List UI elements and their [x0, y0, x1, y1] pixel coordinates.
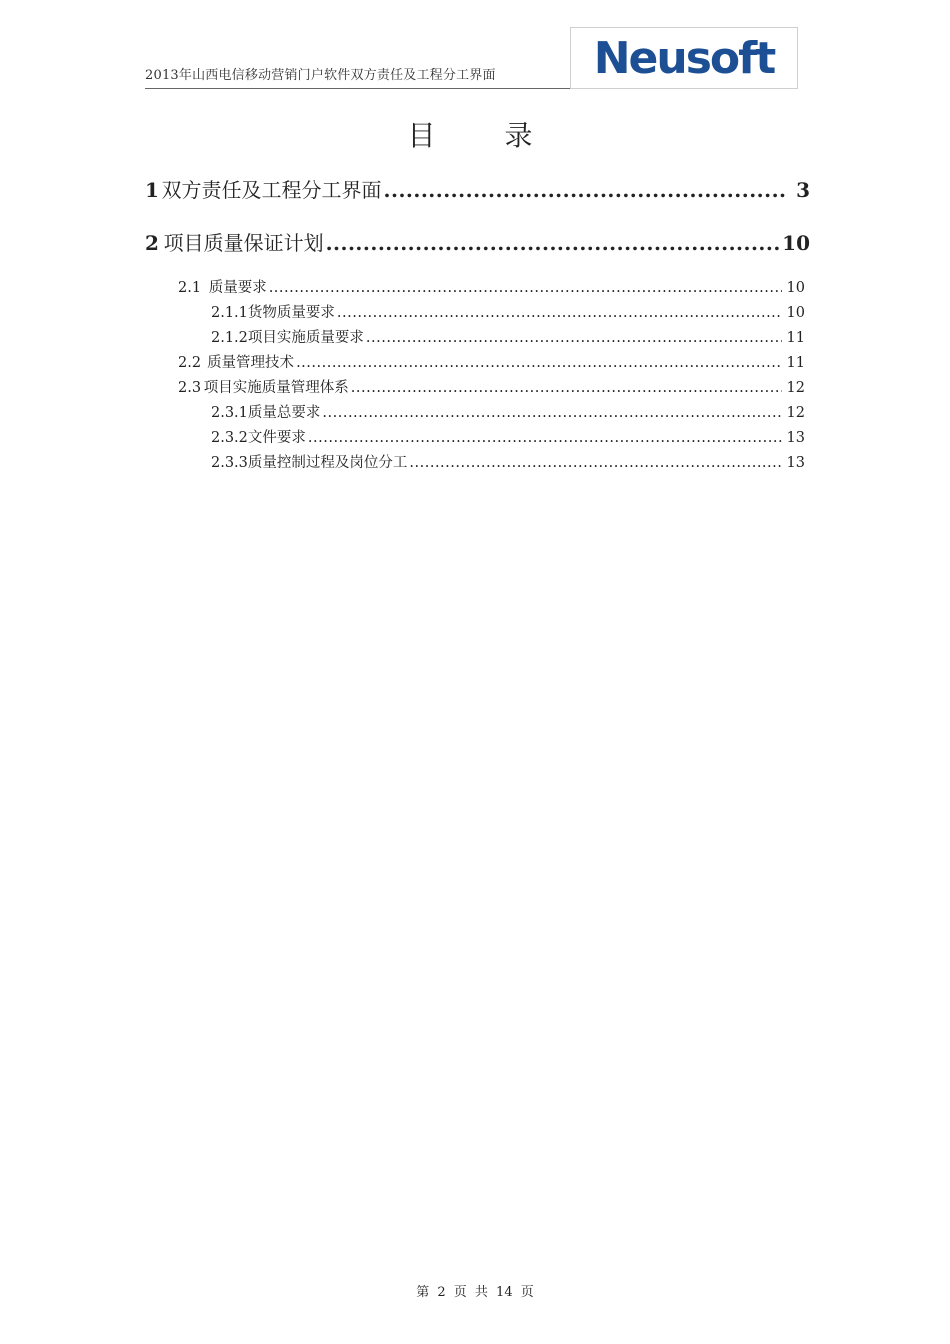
toc-entry-page: 10 — [786, 305, 805, 321]
toc-leader-dots — [269, 280, 782, 296]
toc-entry-page: 13 — [786, 430, 805, 446]
toc-leader-dots — [326, 231, 780, 255]
header-divider — [145, 88, 570, 89]
toc-entry-2-3-3[interactable] — [211, 451, 805, 472]
toc-entry-number: 2.3.1 — [211, 405, 248, 421]
toc-entry-number: 2.1.2 — [211, 330, 248, 346]
toc-entry-number: 2.3 — [178, 380, 202, 396]
toc-leader-dots — [409, 455, 782, 471]
toc-entry-2-1-2[interactable] — [211, 326, 805, 347]
header-document-title: 2013年山西电信移动营销门户软件双方责任及工程分工界面 — [145, 68, 496, 83]
toc-entry-number: 2.2 — [178, 355, 202, 371]
toc-leader-dots — [337, 305, 782, 321]
toc-entry-text: 项目实施质量管理体系 — [203, 380, 349, 396]
toc-leader-dots — [296, 355, 782, 371]
toc-leader-dots — [366, 330, 782, 346]
toc-entry-1[interactable] — [145, 174, 810, 203]
toc-leader-dots — [351, 380, 782, 396]
toc-entry-number: 2 — [145, 231, 159, 255]
toc-entry-text: 质量总要求 — [247, 405, 321, 421]
logo-text: Neusoft — [593, 32, 775, 84]
page-footer: 第 2 页 共 14 页 — [416, 1285, 534, 1300]
toc-entry-page: 11 — [786, 330, 805, 346]
toc-entry-page: 3 — [796, 178, 810, 202]
toc-entry-2-1-1[interactable] — [211, 301, 805, 322]
toc-entry-text: 双方责任及工程分工界面 — [161, 178, 382, 202]
toc-entry-text: 质量控制过程及岗位分工 — [247, 455, 408, 471]
toc-entry-page: 10 — [786, 280, 805, 296]
toc-entry-text: 文件要求 — [247, 430, 306, 446]
toc-entry-2-2[interactable] — [178, 351, 805, 372]
toc-leader-dots — [322, 405, 782, 421]
neusoft-logo — [570, 27, 798, 89]
toc-leader-dots — [384, 178, 787, 202]
toc-entry-2-3-2[interactable] — [211, 426, 805, 447]
toc-entry-page: 11 — [786, 355, 805, 371]
toc-entry-text: 项目质量保证计划 — [163, 231, 324, 255]
toc-entry-page: 12 — [786, 405, 805, 421]
toc-entry-page: 12 — [786, 380, 805, 396]
toc-entry-text: 质量要求 — [208, 280, 267, 296]
toc-entry-2[interactable] — [145, 227, 810, 256]
toc-entry-2-1[interactable] — [178, 276, 805, 297]
toc-entry-number: 1 — [145, 178, 159, 202]
toc-entry-number: 2.1 — [178, 280, 202, 296]
toc-entry-page: 10 — [782, 231, 810, 255]
toc-leader-dots — [308, 430, 782, 446]
toc-entry-2-3[interactable] — [178, 376, 805, 397]
toc-title: 目 录 — [407, 119, 563, 152]
toc-entry-text: 项目实施质量要求 — [247, 330, 364, 346]
toc-entry-number: 2.1.1 — [211, 305, 248, 321]
toc-entry-number: 2.3.2 — [211, 430, 248, 446]
toc-entry-number: 2.3.3 — [211, 455, 248, 471]
toc-entry-text: 货物质量要求 — [247, 305, 335, 321]
toc-entry-2-3-1[interactable] — [211, 401, 805, 422]
toc-entry-text: 质量管理技术 — [207, 355, 295, 371]
toc-entry-page: 13 — [786, 455, 805, 471]
